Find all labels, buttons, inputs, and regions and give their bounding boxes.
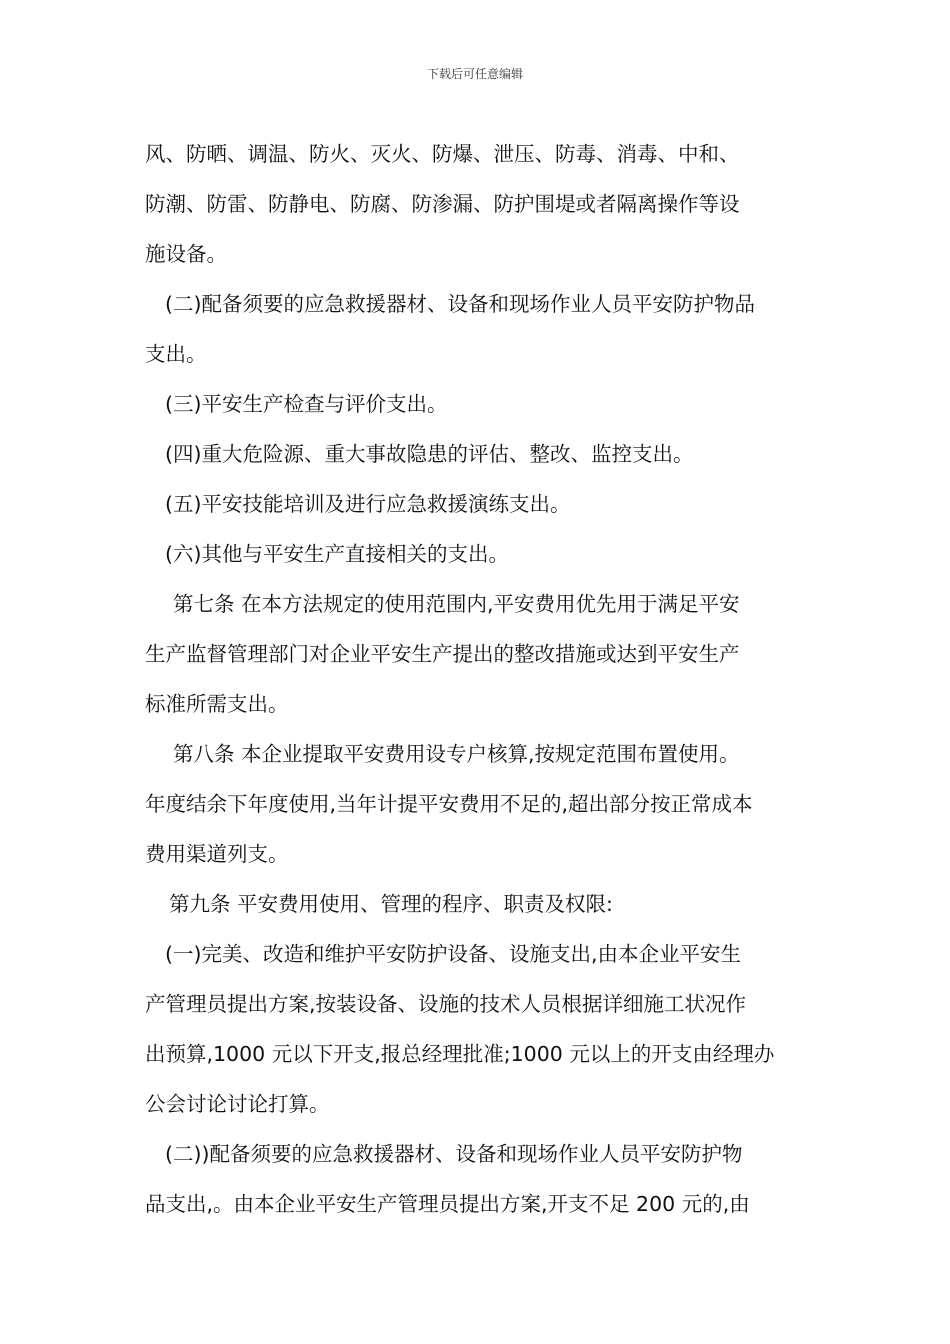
text-line: 第八条 本企业提取平安费用设专户核算,按规定范围布置使用。 [173, 742, 740, 766]
text-line: 出预算,1000 元以下开支,报总经理批准;1000 元以上的开支由经理办 [145, 1042, 775, 1066]
text-line: 第七条 在本方法规定的使用范围内,平安费用优先用于满足平安 [173, 592, 740, 616]
text-line: 支出。 [145, 342, 207, 366]
document-body [145, 129, 809, 1229]
text-line: (六)其他与平安生产直接相关的支出。 [165, 542, 509, 566]
text-line: 品支出,。由本企业平安生产管理员提出方案,开支不足 200 元的,由 [145, 1192, 750, 1216]
text-line: (二))配备须要的应急救援器材、设备和现场作业人员平安防护物 [165, 1142, 743, 1166]
text-line: 产管理员提出方案,按装设备、设施的技术人员根据详细施工状况作 [145, 992, 747, 1016]
text-line: 施设备。 [145, 242, 227, 266]
page-header: 下载后可任意编辑 [426, 67, 523, 81]
text-line: (四)重大危险源、重大事故隐患的评估、整改、监控支出。 [165, 442, 694, 466]
text-line: 公会讨论讨论打算。 [145, 1092, 330, 1116]
text-line: (五)平安技能培训及进行应急救援演练支出。 [165, 492, 571, 516]
text-line: 防潮、防雷、防静电、防腐、防渗漏、防护围堤或者隔离操作等设 [145, 192, 740, 216]
text-line: (三)平安生产检查与评价支出。 [165, 392, 448, 416]
text-line: 第九条 平安费用使用、管理的程序、职责及权限: [169, 892, 613, 916]
text-line: 生产监督管理部门对企业平安生产提出的整改措施或达到平安生产 [145, 642, 740, 666]
text-line: 风、防晒、调温、防火、灭火、防爆、泄压、防毒、消毒、中和、 [145, 142, 740, 166]
text-line: (二)配备须要的应急救援器材、设备和现场作业人员平安防护物品 [165, 292, 755, 316]
text-line: 费用渠道列支。 [145, 842, 289, 866]
text-line: 年度结余下年度使用,当年计提平安费用不足的,超出部分按正常成本 [145, 792, 753, 816]
text-line: 标准所需支出。 [145, 692, 289, 716]
text-line: (一)完美、改造和维护平安防护设备、设施支出,由本企业平安生 [165, 942, 742, 966]
